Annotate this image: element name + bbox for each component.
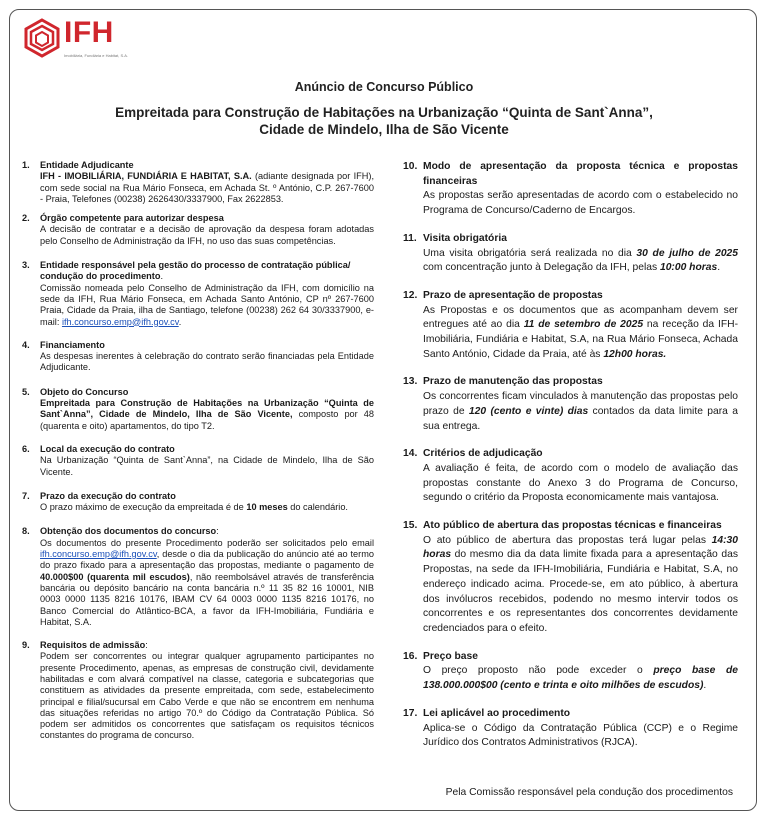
section-number: 8.: [22, 526, 30, 537]
section-text: Os documentos do presente Procedimento poderão ser solicitados pelo email: [40, 537, 374, 548]
section-number: 11.: [403, 232, 417, 244]
section-number: 10.: [403, 161, 418, 172]
section-text: (adiante designada por IFH), com sede social na Rua Mário Fonseca, em Achada St. º António, C.P. 267-7600 - Praia, Telefones (00238) 2626430/3337900, Fax 2622853.: [40, 171, 374, 204]
section-title: Local da execução do contrato: [40, 443, 175, 454]
section-number: 9.: [22, 640, 30, 651]
section-8: [22, 526, 374, 628]
section-title: Modo de apresentação da proposta técnica e propostas financeiras: [423, 161, 738, 187]
left-column: [22, 160, 374, 742]
title-end: :: [216, 526, 219, 537]
section-12: [403, 289, 738, 363]
section-13: [403, 375, 738, 434]
section-15: [403, 519, 738, 637]
section-text: Aplica-se o Código da Contratação Pública (CCP) e o Regime Jurídico dos Contratos Administrativos (RJCA).: [423, 722, 738, 749]
section-14: [403, 447, 738, 506]
section-number: 2.: [22, 213, 30, 224]
section-text: contados da data limite para a sua entrega.: [423, 405, 738, 432]
section-text: com concentração junto à Delegação da IFH, pelas: [423, 262, 660, 274]
announcement-title: Anúncio de Concurso Público: [294, 80, 474, 94]
section-text: As despesas inerentes à celebração do contrato serão financiadas pela Entidade Adjudicante.: [40, 351, 374, 373]
title-end: .: [160, 271, 164, 282]
section-title: Entidade Adjudicante: [40, 160, 134, 170]
section-1: [22, 160, 374, 205]
title-end: :: [145, 640, 148, 651]
section-title: Entidade responsável pela gestão do processo de contratação pública/ condução do procedimento: [40, 260, 351, 282]
document-fee: 40.000$00 (quarenta mil escudos): [40, 571, 190, 582]
logo-text: IFH: [64, 16, 114, 49]
section-title: Prazo de apresentação de propostas: [423, 289, 603, 301]
visit-date: 30 de julho de 2025: [636, 247, 739, 259]
section-title: Objeto do Concurso: [40, 386, 129, 397]
section-4: [22, 340, 374, 374]
logo-subtitle: Imobiliária, Fundiária e Habitat, S.A.: [64, 53, 129, 58]
text-end: .: [178, 316, 182, 327]
section-text: Uma visita obrigatória será realizada no dia: [423, 247, 637, 259]
deadline-date: 11 de setembro de 2025: [523, 319, 644, 331]
section-number: 6.: [22, 443, 30, 454]
section-title: Preço base: [423, 650, 478, 662]
section-text: O prazo máximo de execução da empreitada é de: [40, 502, 247, 513]
section-text: , desde o dia da publicação do anúncio até ao termo do prazo fixado para a apresentação das propostas, mediante o pagamento de: [40, 549, 374, 571]
section-text: composto por 48 (quarenta e oito) apartamentos, do tipo T2.: [40, 409, 374, 431]
section-16: [403, 650, 738, 694]
opening-time: 14:30 horas: [423, 534, 738, 561]
section-text: As Propostas e os documentos que as acompanham devem ser entregues até ao dia: [423, 304, 738, 331]
section-number: 15.: [403, 520, 418, 532]
section-10: [403, 160, 738, 219]
text-end: .: [703, 680, 707, 692]
section-text: na receção da IFH-Imobiliária, Fundiária e Habitat, S.A, na Rua Mário Fonseca, Achada Santo António, Cidade da Praia, até às: [423, 319, 738, 360]
section-3: [22, 260, 374, 328]
section-7: [22, 491, 374, 514]
section-text: A decisão de contratar e a decisão de aprovação da despesa foram adotadas pelo Conselho de Administração da IFH, no uso das suas competências.: [40, 224, 374, 246]
text-end: .: [717, 262, 721, 274]
announcement-subtitle: [0, 104, 768, 138]
base-price: preço base de 138.000.000$00 (cento e trinta e oito milhões de escudos): [423, 665, 739, 692]
section-number: 13.: [403, 376, 418, 388]
section-text: Comissão nomeada pelo Conselho de Administração da IFH, com domicílio na sede da IFH, Rua Mário Fonseca, em Achada Santo António, CP nº 267-7600 Praia, Cidade da Praia, ilha de Santiago, telefone (00238) 262 64 30/3337900, e-mail:: [40, 282, 374, 327]
section-number: 7.: [22, 490, 30, 501]
section-text: , não reembolsável através de transferência bancária ou depósito bancário na conta bancária n.º 11 35 82 16 10001, NIB 0003 0000 1135 8216 10176, IBAM CV 64 0003 0000 1135 8216 10176, no Banco Comercial do Atlântico-BCA, a favor da IFH-Imobiliária, Fundiária e Habitat, S.A.: [40, 571, 375, 627]
section-5: [22, 387, 374, 432]
section-text: Na Urbanização “Quinta de Sant`Anna”, na Cidade de Mindelo, Ilha de São Vicente.: [40, 455, 374, 477]
section-text: Podem ser concorrentes ou integrar qualquer agrupamento participantes no presente Procedimento, apenas, as empresas de construção civil, devidamente habilitadas e com alvará compatível na classe, categoria e subcategorias que constituem as atividades da presente empreitada, com sede, estabelecimento principal e filial/sucursal em Cabo Verde e que não se encontrem em nenhuma das situações referidas no artigo 70.º do Código da Contratação Pública. Só podem ser admitidos os concorrentes que satisfaçam os requisitos técnicos constantes do programa de concurso.: [40, 651, 374, 741]
section-6: [22, 444, 374, 478]
contract-object: Empreitada para Construção de Habitações na Urbanização “Quinta de Sant`Anna”, Cidade de Mindelo, Ilha de São Vicente,: [40, 398, 374, 420]
entity-name: IFH - IMOBILIÁRIA, FUNDIÁRIA E HABITAT, S.A.: [40, 171, 252, 182]
section-title: Prazo da execução do contrato: [40, 490, 176, 501]
section-title: Prazo de manutenção das propostas: [423, 376, 603, 388]
email-link[interactable]: ifh.concurso.emp@ifh.gov.cv: [61, 316, 179, 327]
email-link[interactable]: ifh.concurso.emp@ifh.gov.cv: [40, 549, 157, 560]
section-number: 14.: [403, 448, 418, 460]
section-title: Ato público de abertura das propostas técnicas e financeiras: [423, 520, 722, 532]
section-number: 16.: [403, 650, 418, 662]
signature-line: Pela Comissão responsável pela condução dos procedimentos: [445, 787, 733, 798]
deadline-time: 12h00 horas.: [603, 348, 667, 360]
subtitle-line-2: Cidade de Mindelo, Ilha de São Vicente: [259, 122, 509, 137]
ifh-logo-icon: [22, 18, 62, 58]
section-text: A avaliação é feita, de acordo com o modelo de avaliação das propostas constante do Anexo 3 do Programa de Concurso, segundo o critério da Proposta economicamente mais vantajosa.: [423, 462, 738, 504]
section-title: Financiamento: [40, 339, 105, 350]
section-title: Obtenção dos documentos do concurso: [40, 526, 217, 537]
section-17: [403, 707, 738, 751]
section-text: do mesmo dia da data limite fixada para a apresentação das Propostas, na sede da IFH-Imobiliária, Fundiária e Habitat, S.A, no endereço indicado acima. Procede-se, em ato público, à abertura dos invólucros recebidos, podendo no mesmo intervir todos os concorrentes e os representantes dos concorrentes devidamente credenciados para o efeito.: [423, 549, 738, 634]
section-number: 1.: [22, 160, 30, 170]
right-column: [403, 160, 738, 751]
section-text: As propostas serão apresentadas de acordo com o estabelecido no Programa de Concurso/Caderno de Encargos.: [423, 190, 738, 217]
section-text: O preço proposto não pode exceder o: [423, 665, 654, 677]
section-number: 5.: [22, 386, 30, 397]
section-text-end: do calendário.: [287, 502, 348, 513]
section-number: 4.: [22, 339, 30, 350]
execution-period: 10 meses: [246, 502, 288, 513]
section-text: Os concorrentes ficam vinculados à manutenção das propostas pelo prazo de: [423, 391, 738, 417]
ifh-logo: [22, 16, 132, 62]
section-title: Lei aplicável ao procedimento: [423, 707, 571, 719]
section-number: 17.: [403, 707, 418, 719]
section-title: Visita obrigatória: [423, 232, 507, 244]
section-11: [403, 232, 738, 276]
section-number: 12.: [403, 289, 418, 301]
section-2: [22, 213, 374, 247]
validity-period: 120 (cento e vinte) dias: [468, 405, 589, 417]
section-text: O ato público de abertura das propostas terá lugar pelas: [423, 534, 712, 546]
section-title: Critérios de adjudicação: [423, 448, 543, 460]
section-number: 3.: [22, 260, 30, 271]
section-9: [22, 640, 374, 742]
visit-time: 10:00 horas: [659, 262, 718, 274]
section-title: Órgão competente para autorizar despesa: [40, 213, 224, 224]
section-title: Requisitos de admissão: [40, 640, 146, 651]
subtitle-line-1: Empreitada para Construção de Habitações na Urbanização “Quinta de Sant`Anna”,: [115, 105, 653, 120]
